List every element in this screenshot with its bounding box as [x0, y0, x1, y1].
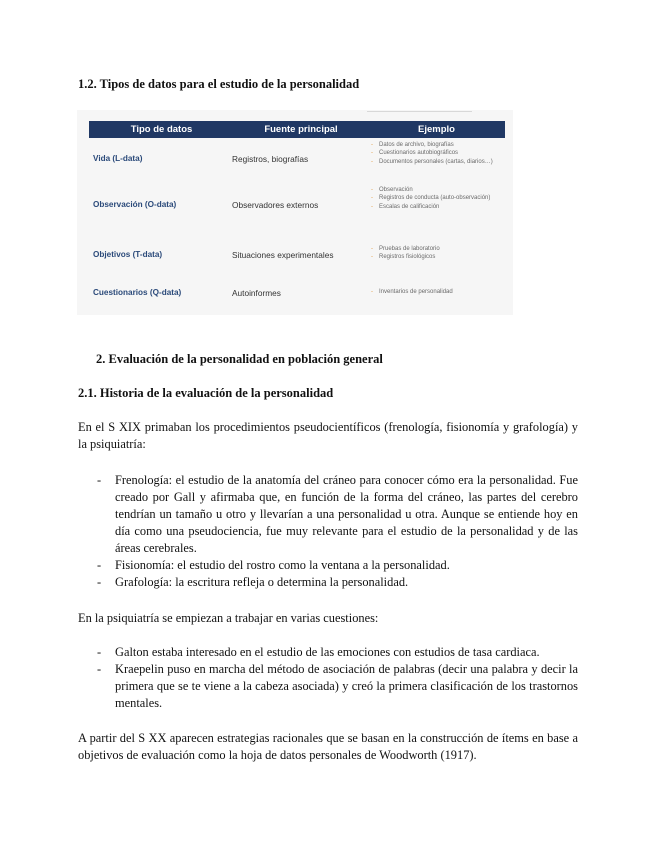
row-examples-test-data — [371, 245, 506, 262]
row-examples-life-data — [371, 141, 506, 166]
list-item: - Registros fisiológicos — [371, 253, 506, 261]
row-type-test-data: Objetivos (T-data) — [93, 250, 163, 259]
header-tipo-de-datos: Tipo de datos — [130, 124, 193, 135]
section-heading-1-2: 1.2. Tipos de datos para el estudio de la personalidad — [78, 77, 360, 91]
pseudoscience-list — [96, 472, 578, 591]
psychiatry-list — [96, 644, 578, 712]
list-item: - Frenología: el estudio de la anatomía del cráneo para conocer cómo era la personalidad. Fue creado por Gall y afirmaba que, en función de la forma del cráneo, las partes del cerebro tendrían un tamaño u otro y llevarían a una personalidad u otra. Aunque se entiende hoy en día como una pseudociencia, fue muy relevante para el estudio de la personalidad y de las áreas cerebrales. — [96, 472, 578, 557]
row-source-questionnaire-data: Autoinformes — [232, 288, 281, 298]
list-item: - Registros de conducta (auto-observación) — [371, 194, 506, 202]
row-examples-observation-data — [371, 186, 506, 211]
list-item: - Galton estaba interesado en el estudio de las emociones con estudios de tasa cardiaca. — [96, 644, 578, 661]
list-item: - Observación — [371, 186, 506, 194]
header-fuente-principal: Fuente principal — [264, 124, 338, 135]
list-item: - Documentos personales (cartas, diarios…) — [371, 158, 506, 166]
list-item: - Escalas de calificación — [371, 203, 506, 211]
row-source-test-data: Situaciones experimentales — [232, 250, 334, 260]
list-item: - Datos de archivo, biografías — [371, 141, 506, 149]
list-item: - Pruebas de laboratorio — [371, 245, 506, 253]
paragraph-siglo-xix: En el S XIX primaban los procedimientos pseudocientíficos (frenología, fisionomía y grafología) y la psiquiatría: — [78, 420, 578, 451]
list-item: - Grafología: la escritura refleja o determina la personalidad. — [96, 574, 578, 591]
list-item: - Fisionomía: el estudio del rostro como la ventana a la personalidad. — [96, 557, 578, 574]
list-item: - Inventarios de personalidad — [371, 288, 506, 296]
table-header — [89, 121, 505, 138]
list-item: - Cuestionarios autobiográficos — [371, 149, 506, 157]
header-ejemplo: Ejemplo — [418, 124, 455, 135]
row-source-life-data: Registros, biografías — [232, 154, 309, 164]
paragraph-siglo-xx: A partir del S XX aparecen estrategias racionales que se basan en la construcción de ítems en base a objetivos de evaluación como la hoja de datos personales de Woodworth (1917). — [78, 731, 578, 762]
section-heading-2-1: 2.1. Historia de la evaluación de la personalidad — [78, 386, 334, 400]
section-heading-2: 2. Evaluación de la personalidad en población general — [96, 352, 383, 366]
row-source-observation-data: Observadores externos — [232, 200, 319, 210]
row-examples-questionnaire-data — [371, 288, 506, 296]
row-type-observation-data: Observación (O-data) — [93, 200, 177, 209]
row-type-questionnaire-data: Cuestionarios (Q-data) — [93, 288, 182, 297]
table-divider-line — [367, 111, 472, 112]
paragraph-psiquiatria: En la psiquiatría se empiezan a trabajar en varias cuestiones: — [78, 611, 379, 625]
row-type-life-data: Vida (L-data) — [93, 154, 143, 163]
list-item: - Kraepelin puso en marcha del método de asociación de palabras (decir una palabra y decir la primera que se te viene a la cabeza asociada) y creó la primera clasificación de los trastornos mentales. — [96, 661, 578, 712]
